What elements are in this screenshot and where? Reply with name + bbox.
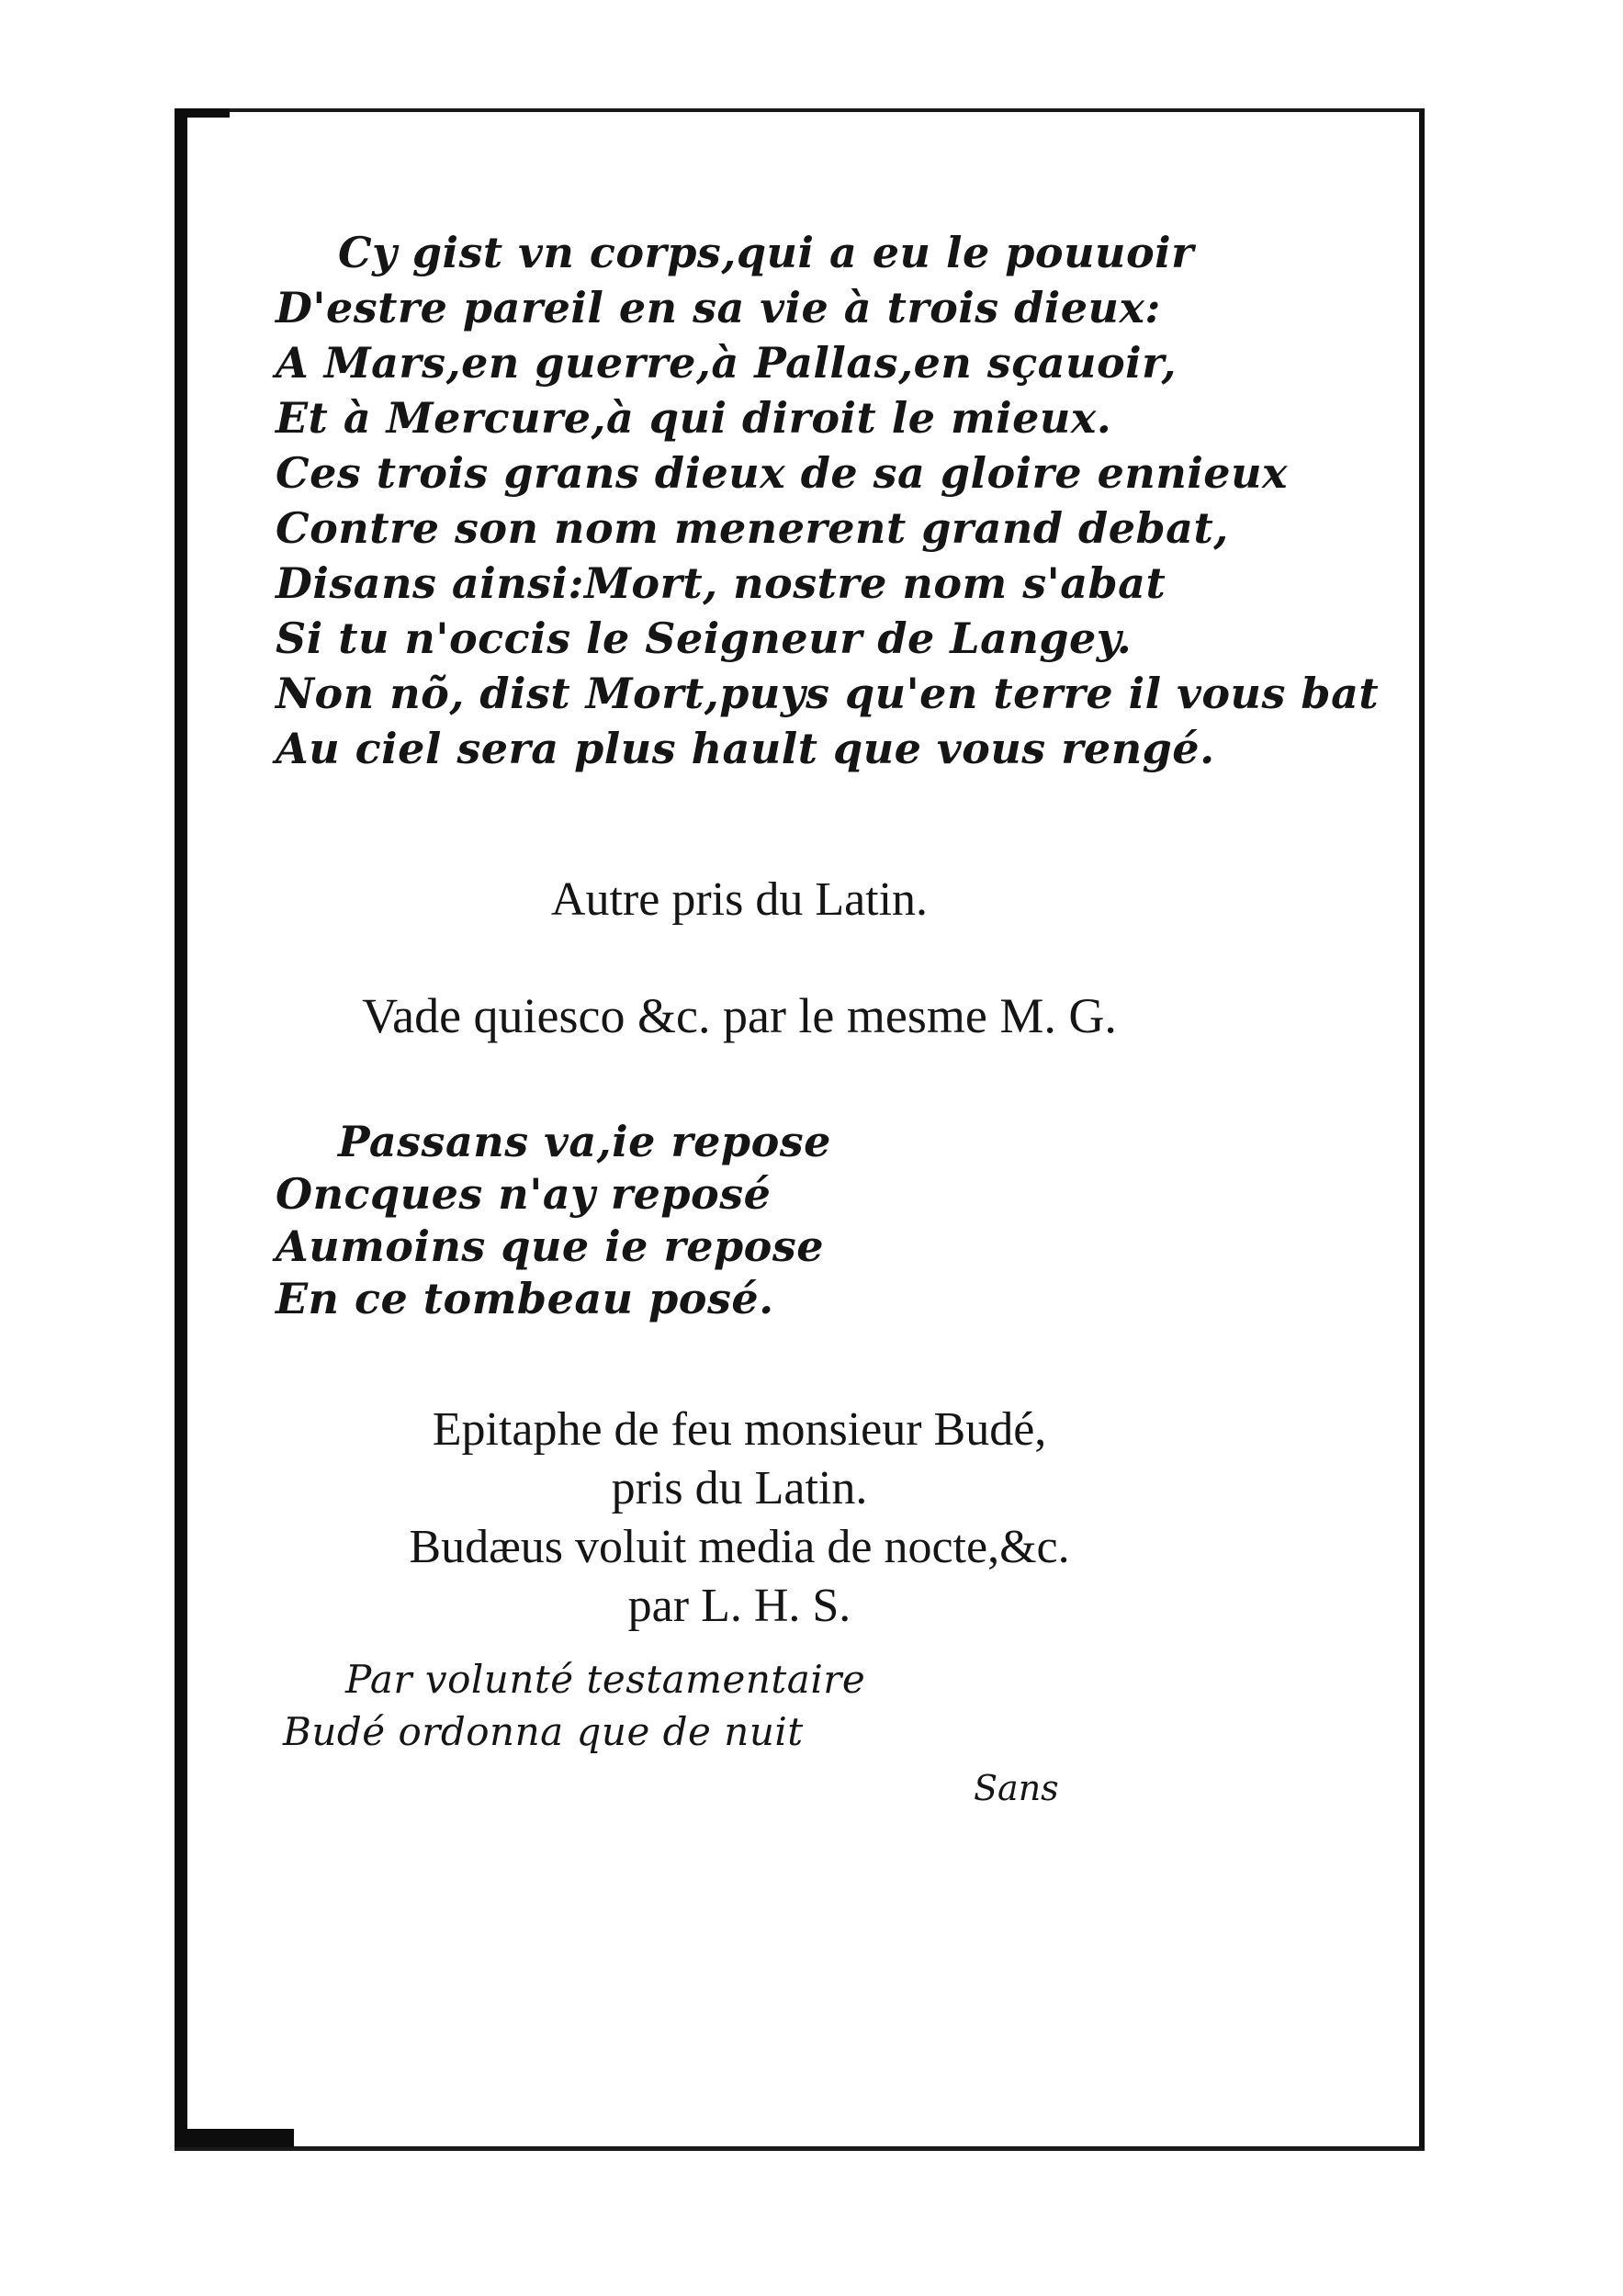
poem-line: Si tu n'occis le Seigneur de Langey. (276, 613, 1133, 663)
catchword: Sans (974, 1768, 1059, 1808)
heading-line: Budæus voluit media de nocte,&c. (409, 1521, 1070, 1573)
bude-poem (283, 1653, 865, 1758)
poem-line: Cy gist vn corps,qui a eu le pouuoir (338, 228, 1194, 277)
poem-line: En ce tombeau posé. (276, 1274, 774, 1323)
section-heading-vade: Vade quiescо &c. par le mesme M. G. (362, 988, 1117, 1043)
poem-line: A Mars,en guerre,à Pallas,en sçauoir, (276, 338, 1178, 388)
epitaph-langey-poem (276, 225, 1379, 776)
poem-line: Oncques n'ay reposé (276, 1169, 772, 1219)
poem-line: Contre son nom menerent grand debat, (276, 503, 1229, 553)
poem-line: Aumoins que ie repose (276, 1221, 824, 1271)
poem-line: Non nõ, dist Mort,puys qu'en terre il vous bat (276, 669, 1380, 718)
poem-line: D'estre pareil en sa vie à trois dieux: (276, 283, 1161, 332)
heading-line: pris du Latin. (611, 1462, 868, 1514)
heading-line: par L. H. S. (627, 1580, 851, 1632)
poem-line: Ces trois grans dieux de sa gloire ennieux (276, 448, 1288, 498)
heading-line: Epitaphe de feu monsieur Budé, (432, 1403, 1047, 1456)
frame-bottom-corner (175, 2129, 294, 2147)
poem-line: Par volunté testamentaire (345, 1657, 866, 1702)
epitaphe-bude-heading (175, 1401, 1304, 1636)
frame-left-rule (175, 108, 187, 2145)
poem-line: Passans va,ie repose (338, 1117, 831, 1166)
poem-line: Au ciel sera plus hault que vous rengé. (276, 724, 1215, 773)
poem-line: Disans ainsi:Mort, nostre nom s'abat (276, 558, 1167, 608)
passans-poem (276, 1116, 831, 1325)
poem-line: Budé ordonna que de nuit (283, 1709, 804, 1754)
poem-line: Et à Mercure,à qui diroit le mieux. (276, 393, 1112, 443)
section-heading-autre: Autre pris du Latin. (550, 873, 929, 926)
frame-top-corner (175, 108, 230, 118)
